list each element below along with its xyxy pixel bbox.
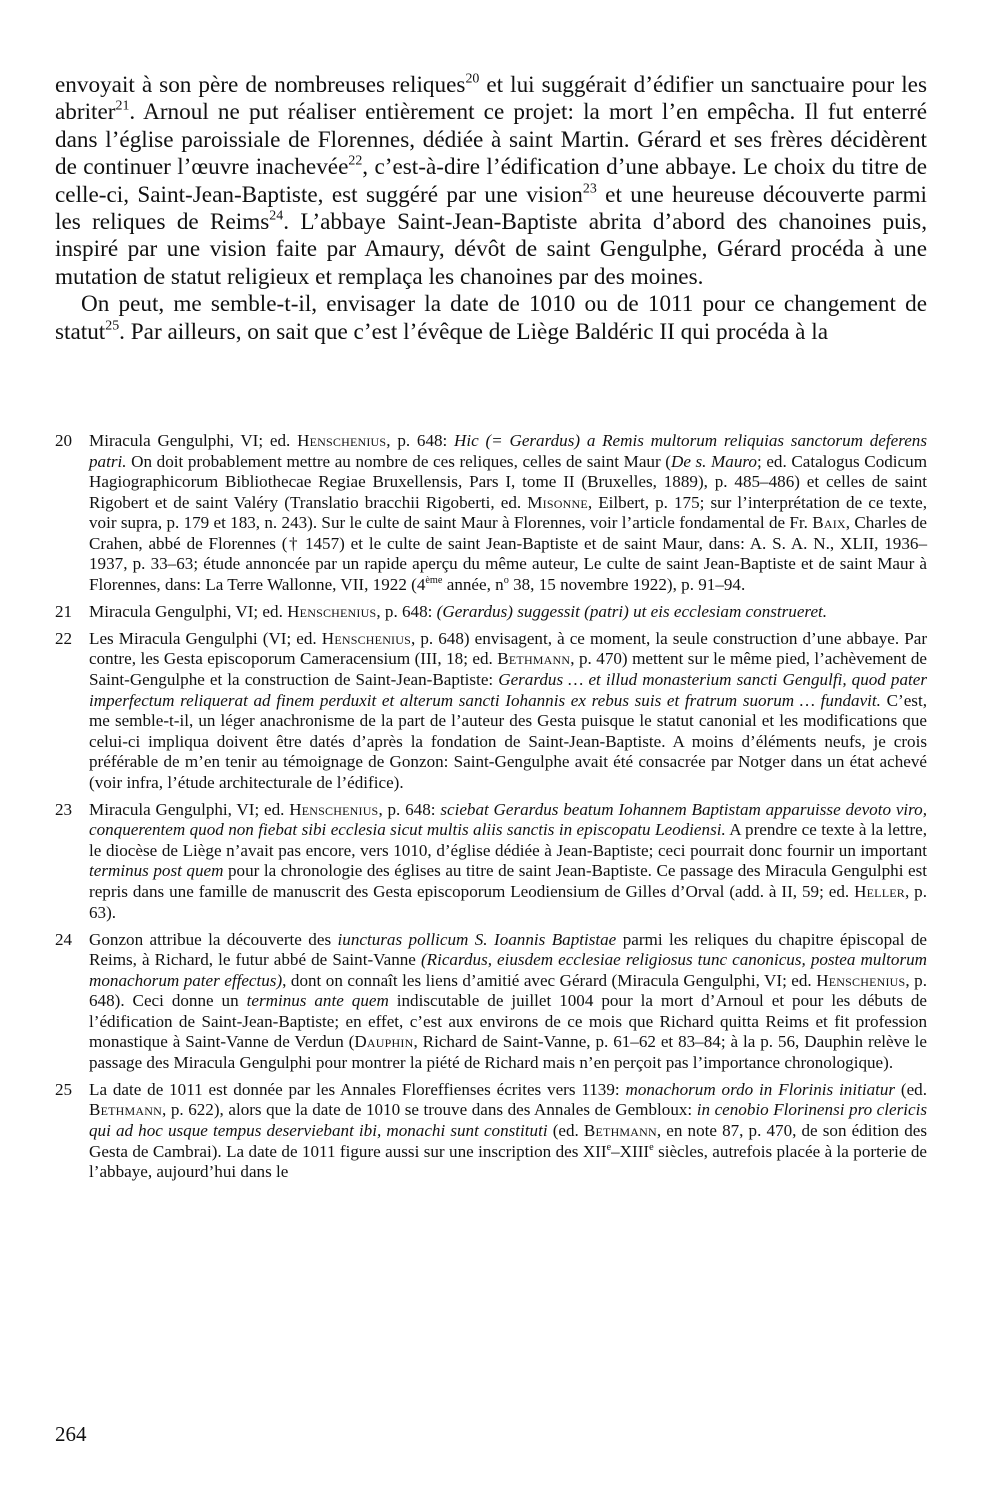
footnote-number: 20 — [55, 431, 73, 450]
superscript: e — [649, 1141, 654, 1153]
author-name: Henschenius — [287, 601, 377, 621]
footnote-text: Miracula Gengulphi, VI; ed. Henschenius, p. 648: Hic (= Gerardus) a Remis multorum reliquias sanctorum deferens patri. On doit probablement mettre au nombre de ces reliques, celles de saint Maur (De s. Mauro; ed. Catalogus Codicum Hagiographicorum Bibliothecae Regiae Bruxellensis, Pars I, tome II (Bruxelles, 1889), p. 485–486) et celles de saint Rigobert et de saint Valéry (Translatio bracchii Rigoberti, ed. Misonne, Eilbert, p. 175; sur l’interprétation de ce texte, voir supra, p. 179 et 183, n. 243). Sur le culte de saint Maur à Florennes, voir l’article fondamental de Fr. Baix, Charles de Crahen, abbé de Florennes († 1457) et le culte de saint Jean-Baptiste et de saint Maur, dans: A. S. A. N., XLII, 1936–1937, p. 33–63; étude annoncée par un rapide aperçu du même auteur, Le culte de saint Jean-Baptiste et de saint Maur à Florennes, dans: La Terre Wallonne, VII, 1922 (4ème année, $n^o$ 38, 15 novembre 1922), p. 91–94. — [89, 431, 928, 594]
superscript: ème — [425, 574, 443, 586]
footnote-number: 23 — [55, 799, 73, 819]
footnote-number: 21 — [55, 601, 73, 621]
superscript: 21 — [115, 98, 130, 114]
author-name: Bethmann — [583, 1121, 657, 1140]
footnote-text: Miracula Gengulphi, VI; ed. Henschenius, p. 648: sciebat Gerardus beatum Iohannem Baptistam apparuisse devoto viro, conquerentem quod non fiebat sibi ecclesia sicut multis aliis sanctis in episcopatu Leodiensi. A prendre ce texte à la lettre, le diocèse de Liège n’avait pas encore, vers 1010, d’église dédiée à Jean-Baptiste; ceci pourrait donc fournir un important terminus post quem pour la chronologie des églises au titre de saint Jean-Baptiste. Ce passage des Miracula Gengulphi est repris dans une famille de manuscrit des Gesta episcoporum Leodiensium de Gilles d’Orval (add. à II, 59; ed. Heller, p. 63). — [89, 799, 928, 922]
author-name: Henschenius — [321, 628, 411, 648]
footnote-number: 25 — [55, 1079, 73, 1099]
footnotes — [55, 431, 927, 1189]
footnote-text: Miracula Gengulphi, VI; ed. Henschenius, p. 648: (Gerardus) suggessit (patri) ut eis ecclesiam construeret. — [89, 601, 828, 621]
main-paragraph-2: On peut, me semble-t-il, envisager la date de 1010 ou de 1011 pour ce changement de statut$^{25}$. Par ailleurs, on sait que c’est l’évêque de Liège Baldéric II qui procéda à la — [55, 291, 927, 345]
author-name: Dauphin — [354, 1032, 414, 1052]
superscript: 25 — [105, 317, 120, 333]
superscript: 20 — [465, 71, 480, 87]
author-name: Bethmann — [497, 649, 571, 669]
footnote — [55, 629, 927, 793]
footnote — [55, 800, 927, 923]
main-text — [55, 72, 927, 346]
footnote-number: 24 — [55, 929, 73, 949]
footnote-text: Gonzon attribue la découverte des iuncturas pollicum S. Ioannis Baptistae parmi les reliques du chapitre épiscopal de Reims, à Richard, le futur abbé de Saint-Vanne (Ricardus, eiusdem ecclesiae religiosus tunc canonicus, postea multorum monachorum pater effectus), dont on connaît les liens d’amitié avec Gérard (Miracula Gengulphi, VI; ed. Henschenius, p. 648). Ceci donne un terminus ante quem indiscutable de juillet 1004 pour la mort d’Arnoul et pour les débuts de l’édification de Saint-Jean-Baptiste; en effet, c’est aux environs de ce mois que Richard quitta Reims et fit profession monastique à Saint-Vanne de Verdun (Dauphin, Richard de Saint-Vanne, p. 61–62 et 83–84; à la p. 56, Dauphin relève le passage des Miracula Gengulphi pour montrer la piété de Richard mais n’en perçoit pas l’importance chronologique). — [89, 929, 928, 1072]
author-name: Henschenius — [816, 970, 906, 990]
author-name: Baix — [812, 513, 846, 533]
footnote-text: Les Miracula Gengulphi (VI; ed. Henschenius, p. 648) envisagent, à ce moment, la seule construction d’une abbaye. Par contre, les Gesta episcoporum Cameracensium (III, 18; ed. Bethmann, p. 470) mettent sur le même pied, l’achèvement de Saint-Gengulphe et la construction de Saint-Jean-Baptiste: Gerardus … et illud monasterium sancti Gengulfi, quod pater imperfectum reliquerat ad finem perduxit et alterum sancti Iohannis ex rebus suis et fratrum suorum … fundavit. C’est, me semble-t-il, un léger anachronisme de la part de l’auteur des Gesta puisque le statut canonial et les modifications que celui-ci impliqua doivent être datés d’après la fondation de Saint-Jean-Baptiste. A moins d’éléments neufs, je crois préférable de m’en tenir au témoignage de Gonzon: Saint-Gengulphe avait été consacrée par Notger dans un état achevé (voir infra, l’étude architecturale de l’édifice). — [89, 628, 928, 792]
footnote — [55, 930, 927, 1074]
author-name: Henschenius — [289, 799, 379, 819]
superscript: 23 — [582, 180, 597, 196]
author-name: Misonne — [527, 492, 588, 512]
footnote — [55, 602, 927, 623]
author-name: Henschenius — [297, 431, 387, 450]
superscript: 24 — [269, 208, 284, 224]
footnote-number: 22 — [55, 628, 73, 648]
author-name: Bethmann — [89, 1100, 162, 1120]
superscript: o — [503, 574, 509, 586]
main-paragraph-1: envoyait à son père de nombreuses reliques$^{20}$ et lui suggérait d’édifier un sanctuaire pour les abriter$^{21}$. Arnoul ne put réaliser entièrement ce projet: la mort l’en empêcha. Il fut enterré dans l’église paroissiale de Florennes, dédiée à saint Martin. Gérard et ses frères décidèrent de continuer l’œuvre inachevée$^{22}$, c’est-à-dire l’édification d’une abbaye. Le choix du titre de celle-ci, Saint-Jean-Baptiste, est suggéré par une vision$^{23}$ et une heureuse découverte parmi les reliques de Reims$^{24}$. L’abbaye Saint-Jean-Baptiste abrita d’abord des chanoines puis, inspiré par une vision faite par Amaury, dévôt de saint Gengulphe, Gérard procéda à une mutation de statut religieux et remplaça les chanoines par des moines. — [55, 71, 928, 290]
footnote — [55, 431, 927, 595]
superscript: e — [606, 1141, 612, 1153]
footnote-text: La date de 1011 est donnée par les Annales Floreffienses écrites vers 1139: monachorum ordo in Florinis initiatur (ed. Bethmann, p. 622), alors que la date de 1010 se trouve dans des Annales de Gembloux: in cenobio Florinensi pro clericis qui ad hoc usque tempus deserviebant ibi, monachi sunt constituti (ed. Bethmann, en note 87, p. 470, de son édition des Gesta de Cambrai). La date de 1011 figure aussi sur une inscription des XIIe–XIIIe siècles, autrefois placée à la porterie de l’abbaye, aujourd’hui dans le — [89, 1079, 928, 1182]
author-name: Heller — [854, 881, 905, 901]
superscript: 22 — [348, 153, 363, 169]
footnote — [55, 1080, 927, 1183]
page-number: 264 — [55, 1422, 87, 1446]
